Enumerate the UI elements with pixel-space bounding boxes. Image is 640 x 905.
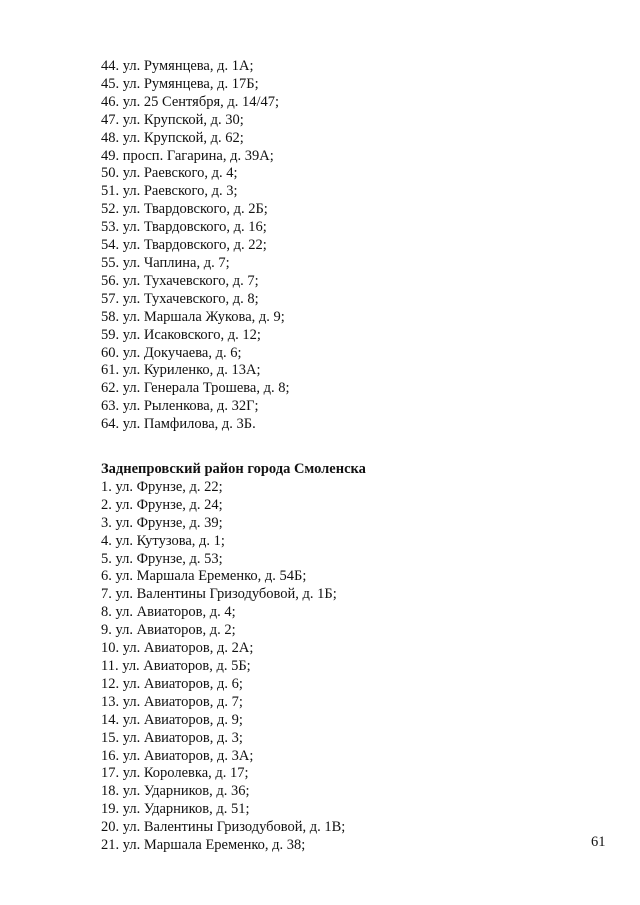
list-item: 13. ул. Авиаторов, д. 7; — [101, 693, 243, 710]
list-item: 3. ул. Фрунзе, д. 39; — [101, 514, 223, 531]
list-item: 18. ул. Ударников, д. 36; — [101, 783, 250, 800]
list-item: 54. ул. Твардовского, д. 22; — [101, 237, 267, 254]
list-item: 48. ул. Крупской, д. 62; — [101, 129, 244, 146]
address-list — [101, 58, 581, 855]
list-item: 46. ул. 25 Сентября, д. 14/47; — [101, 93, 280, 110]
list-item: 53. ул. Твардовского, д. 16; — [101, 219, 267, 236]
list-item: 49. просп. Гагарина, д. 39А; — [101, 147, 274, 164]
list-item: 47. ул. Крупской, д. 30; — [101, 111, 244, 128]
list-item: 51. ул. Раевского, д. 3; — [101, 183, 238, 200]
list-item: 12. ул. Авиаторов, д. 6; — [101, 675, 243, 692]
list-item: 8. ул. Авиаторов, д. 4; — [101, 604, 236, 621]
list-item: 56. ул. Тухачевского, д. 7; — [101, 272, 259, 289]
list-item: 16. ул. Авиаторов, д. 3А; — [101, 747, 254, 764]
list-item: 59. ул. Исаковского, д. 12; — [101, 326, 261, 343]
list-item: 50. ул. Раевского, д. 4; — [101, 165, 238, 182]
list-item: 44. ул. Румянцева, д. 1А; — [101, 58, 254, 74]
list-item: 52. ул. Твардовского, д. 2Б; — [101, 201, 268, 218]
list-item: 6. ул. Маршала Еременко, д. 54Б; — [101, 568, 307, 585]
list-item: 9. ул. Авиаторов, д. 2; — [101, 622, 236, 639]
list-item: 15. ул. Авиаторов, д. 3; — [101, 729, 243, 746]
list-item: 58. ул. Маршала Жукова, д. 9; — [101, 308, 285, 325]
list-item: 60. ул. Докучаева, д. 6; — [101, 344, 242, 361]
list-item: 17. ул. Королевка, д. 17; — [101, 765, 249, 782]
list-item: 19. ул. Ударников, д. 51; — [101, 801, 250, 818]
section-gap — [101, 434, 581, 461]
page-number: 61 — [591, 834, 606, 850]
previous-section-items — [101, 58, 581, 434]
list-item: 62. ул. Генерала Трошева, д. 8; — [101, 380, 290, 397]
list-item: 57. ул. Тухачевского, д. 8; — [101, 290, 259, 307]
list-item: 55. ул. Чаплина, д. 7; — [101, 254, 230, 271]
list-item: 1. ул. Фрунзе, д. 22; — [101, 478, 223, 495]
list-item: 64. ул. Памфилова, д. 3Б. — [101, 416, 256, 433]
list-item: 5. ул. Фрунзе, д. 53; — [101, 550, 223, 567]
list-item: 20. ул. Валентины Гризодубовой, д. 1В; — [101, 819, 346, 836]
list-item: 21. ул. Маршала Еременко, д. 38; — [101, 837, 306, 854]
list-item: 11. ул. Авиаторов, д. 5Б; — [101, 658, 251, 674]
list-item: 63. ул. Рыленкова, д. 32Г; — [101, 398, 259, 415]
zadneprovsky-section-items — [101, 479, 581, 855]
list-item: 10. ул. Авиаторов, д. 2А; — [101, 640, 254, 657]
section-heading: Заднепровский район города Смоленска — [101, 461, 366, 478]
list-item: 45. ул. Румянцева, д. 17Б; — [101, 75, 259, 92]
list-item: 7. ул. Валентины Гризодубовой, д. 1Б; — [101, 586, 337, 603]
list-item: 61. ул. Куриленко, д. 13А; — [101, 362, 261, 379]
list-item: 2. ул. Фрунзе, д. 24; — [101, 496, 223, 513]
list-item: 14. ул. Авиаторов, д. 9; — [101, 711, 243, 728]
list-item: 4. ул. Кутузова, д. 1; — [101, 532, 225, 549]
